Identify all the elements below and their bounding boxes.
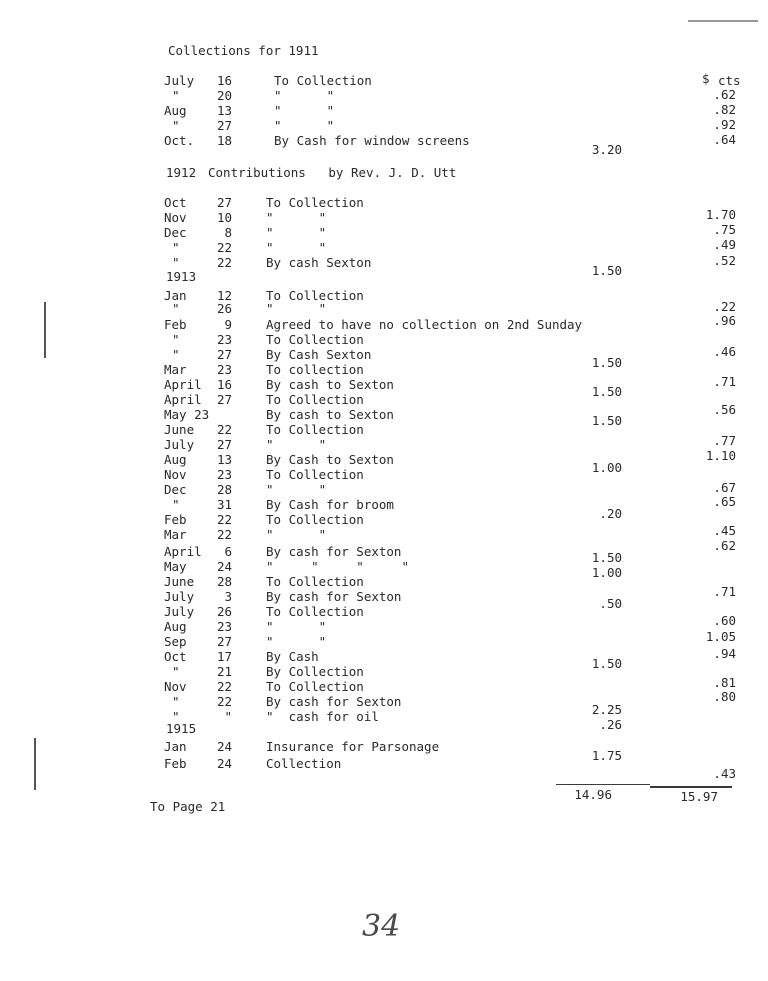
row-description: " " xyxy=(266,210,327,225)
row-collection-amount: .81 xyxy=(713,675,736,690)
row-month: 1912 xyxy=(166,165,197,180)
row-description: To Collection xyxy=(266,392,364,407)
row-collection-amount: .46 xyxy=(713,344,736,359)
margin-mark-top xyxy=(44,302,46,358)
row-day: 27 xyxy=(216,634,232,649)
row-description: By cash to Sexton xyxy=(266,377,394,392)
row-description: To Collection xyxy=(274,73,372,88)
row-month: 1915 xyxy=(166,721,197,736)
row-collection-amount: .60 xyxy=(713,613,736,628)
row-month: Aug xyxy=(164,452,187,467)
row-collection-amount: .96 xyxy=(713,313,736,328)
row-day: 23 xyxy=(216,332,232,347)
row-description: By Cash xyxy=(266,649,319,664)
row-month: Mar xyxy=(164,362,187,377)
row-month: May xyxy=(164,559,187,574)
row-description: To Collection xyxy=(266,574,364,589)
row-description: By cash to Sexton xyxy=(266,407,394,422)
row-description: By cash for Sexton xyxy=(266,544,402,559)
row-month: Feb xyxy=(164,512,187,527)
row-month: 1913 xyxy=(166,269,197,284)
row-cash-amount: .20 xyxy=(599,506,622,521)
row-collection-amount: .82 xyxy=(713,102,736,117)
row-month: Feb xyxy=(164,756,187,771)
row-description: To Collection xyxy=(266,422,364,437)
row-collection-amount: .56 xyxy=(713,402,736,417)
row-description: " " xyxy=(266,225,327,240)
row-month: April xyxy=(164,392,202,407)
row-day: 22 xyxy=(216,240,232,255)
row-description: To Collection xyxy=(266,679,364,694)
row-day: " xyxy=(224,709,232,724)
row-collection-amount: .45 xyxy=(713,523,736,538)
row-month: " xyxy=(172,332,180,347)
row-month: July xyxy=(164,604,195,619)
row-collection-amount: .62 xyxy=(713,538,736,553)
row-collection-amount: .92 xyxy=(713,117,736,132)
row-description: By Cash Sexton xyxy=(266,347,372,362)
row-day: 22 xyxy=(216,512,232,527)
row-month: " xyxy=(172,240,180,255)
row-day: 23 xyxy=(216,362,232,377)
row-month: July xyxy=(164,437,195,452)
row-collection-amount: .22 xyxy=(713,299,736,314)
row-collection-amount: .43 xyxy=(713,766,736,781)
row-day: 8 xyxy=(224,225,232,240)
row-month: June xyxy=(164,422,195,437)
row-month: " xyxy=(172,88,180,103)
row-description: To collection xyxy=(266,362,364,377)
row-description: By cash Sexton xyxy=(266,255,372,270)
row-collection-amount: .64 xyxy=(713,132,736,147)
row-cash-amount: .50 xyxy=(599,596,622,611)
row-day: 12 xyxy=(216,288,232,303)
row-month: April xyxy=(164,377,202,392)
row-description: " cash for oil xyxy=(266,709,379,724)
page-number: 34 xyxy=(362,909,401,944)
footer-note: To Page 21 xyxy=(150,799,226,814)
row-description: " " xyxy=(274,103,335,118)
cents-header: cts xyxy=(718,73,741,88)
row-day: 23 xyxy=(216,619,232,634)
row-description: Agreed to have no collection on 2nd Sunday xyxy=(266,317,583,332)
row-day: 20 xyxy=(216,88,232,103)
row-month: Nov xyxy=(164,210,187,225)
row-day: 27 xyxy=(216,392,232,407)
row-cash-amount: 1.50 xyxy=(591,550,622,565)
cash-total: 14.96 xyxy=(574,787,612,802)
row-month: July xyxy=(164,73,195,88)
row-description: By Cash to Sexton xyxy=(266,452,394,467)
row-description: To Collection xyxy=(266,288,364,303)
row-day: 10 xyxy=(216,210,232,225)
row-collection-amount: .94 xyxy=(713,646,736,661)
row-day: 18 xyxy=(216,133,232,148)
row-day: 27 xyxy=(216,118,232,133)
row-month: June xyxy=(164,574,195,589)
row-day: 9 xyxy=(224,317,232,332)
row-month: April xyxy=(164,544,202,559)
row-collection-amount: 1.05 xyxy=(705,629,736,644)
row-month: " xyxy=(172,118,180,133)
row-cash-amount: 1.75 xyxy=(591,748,622,763)
row-cash-amount: 1.00 xyxy=(591,460,622,475)
row-day: 6 xyxy=(224,544,232,559)
row-day: 28 xyxy=(216,482,232,497)
margin-mark-bottom xyxy=(34,738,36,790)
cash-total-rule xyxy=(556,784,650,785)
row-collection-amount: .75 xyxy=(713,222,736,237)
row-day: 22 xyxy=(216,422,232,437)
row-description: To Collection xyxy=(266,332,364,347)
row-description: Insurance for Parsonage xyxy=(266,739,440,754)
row-cash-amount: 1.50 xyxy=(591,656,622,671)
row-collection-amount: 1.10 xyxy=(705,448,736,463)
collection-total: 15.97 xyxy=(680,789,718,804)
row-collection-amount: .77 xyxy=(713,433,736,448)
row-description: " " xyxy=(266,634,327,649)
row-collection-amount: .71 xyxy=(713,584,736,599)
corner-edge-mark xyxy=(688,20,758,22)
row-month: " xyxy=(172,301,180,316)
row-month: Oct xyxy=(164,649,187,664)
row-description: To Collection xyxy=(266,467,364,482)
row-description: By Cash for broom xyxy=(266,497,394,512)
row-month: July xyxy=(164,589,195,604)
row-month: " xyxy=(172,255,180,270)
row-description: Contributions by Rev. J. D. Utt xyxy=(208,165,457,180)
row-day: 16 xyxy=(216,377,232,392)
row-collection-amount: .65 xyxy=(713,494,736,509)
row-description: To Collection xyxy=(266,604,364,619)
row-description: " " xyxy=(266,619,327,634)
row-description: By Collection xyxy=(266,664,364,679)
row-cash-amount: 1.50 xyxy=(591,355,622,370)
row-day: 13 xyxy=(216,103,232,118)
row-day: 24 xyxy=(216,756,232,771)
row-collection-amount: .71 xyxy=(713,374,736,389)
row-month: " xyxy=(172,709,180,724)
row-month: Aug xyxy=(164,103,187,118)
row-description: " " xyxy=(266,437,327,452)
row-collection-amount: .80 xyxy=(713,689,736,704)
row-month: Oct xyxy=(164,195,187,210)
row-description: To Collection xyxy=(266,512,364,527)
row-description: By Cash for window screens xyxy=(274,133,470,148)
row-day: 3 xyxy=(224,589,232,604)
row-collection-amount: .67 xyxy=(713,480,736,495)
row-collection-amount: 1.70 xyxy=(705,207,736,222)
row-description: By cash for Sexton xyxy=(266,589,402,604)
dollar-header: $ xyxy=(702,71,710,86)
row-day: 27 xyxy=(216,195,232,210)
row-month: Mar xyxy=(164,527,187,542)
row-month: Nov xyxy=(164,679,187,694)
row-day: 31 xyxy=(216,497,232,512)
row-month: " xyxy=(172,694,180,709)
row-description: " " xyxy=(266,527,327,542)
row-day: 17 xyxy=(216,649,232,664)
row-month: Sep xyxy=(164,634,187,649)
row-cash-amount: 1.50 xyxy=(591,413,622,428)
row-day: 22 xyxy=(216,527,232,542)
row-day: 26 xyxy=(216,301,232,316)
row-month: " xyxy=(172,664,180,679)
row-collection-amount: .62 xyxy=(713,87,736,102)
row-month: Dec xyxy=(164,225,187,240)
row-description: " " xyxy=(274,88,335,103)
row-day: 13 xyxy=(216,452,232,467)
row-month: Dec xyxy=(164,482,187,497)
row-description: By cash for Sexton xyxy=(266,694,402,709)
row-month: Jan xyxy=(164,288,187,303)
row-month: Oct. xyxy=(164,133,195,148)
row-day: 27 xyxy=(216,347,232,362)
row-description: Collection xyxy=(266,756,342,771)
collection-total-rule xyxy=(650,786,732,788)
row-description: " " " " xyxy=(266,559,409,574)
row-day: 21 xyxy=(216,664,232,679)
row-cash-amount: 3.20 xyxy=(591,142,622,157)
row-cash-amount: 1.00 xyxy=(591,565,622,580)
row-day: 22 xyxy=(216,255,232,270)
row-description: To Collection xyxy=(266,195,364,210)
row-month: Nov xyxy=(164,467,187,482)
row-month: May 23 xyxy=(164,407,210,422)
row-day: 24 xyxy=(216,559,232,574)
row-day: 22 xyxy=(216,694,232,709)
row-cash-amount: 1.50 xyxy=(591,263,622,278)
row-description: " " xyxy=(266,240,327,255)
row-collection-amount: .52 xyxy=(713,253,736,268)
row-day: 26 xyxy=(216,604,232,619)
row-day: 24 xyxy=(216,739,232,754)
row-day: 23 xyxy=(216,467,232,482)
row-month: " xyxy=(172,347,180,362)
row-cash-amount: .26 xyxy=(599,717,622,732)
row-month: " xyxy=(172,497,180,512)
row-day: 28 xyxy=(216,574,232,589)
row-day: 22 xyxy=(216,679,232,694)
row-day: 16 xyxy=(216,73,232,88)
page-title: Collections for 1911 xyxy=(168,43,319,58)
row-month: Feb xyxy=(164,317,187,332)
row-cash-amount: 1.50 xyxy=(591,384,622,399)
row-day: 27 xyxy=(216,437,232,452)
row-collection-amount: .49 xyxy=(713,237,736,252)
row-description: " " xyxy=(266,301,327,316)
row-month: Aug xyxy=(164,619,187,634)
row-description: " " xyxy=(266,482,327,497)
row-description: " " xyxy=(274,118,335,133)
row-cash-amount: 2.25 xyxy=(591,702,622,717)
row-month: Jan xyxy=(164,739,187,754)
